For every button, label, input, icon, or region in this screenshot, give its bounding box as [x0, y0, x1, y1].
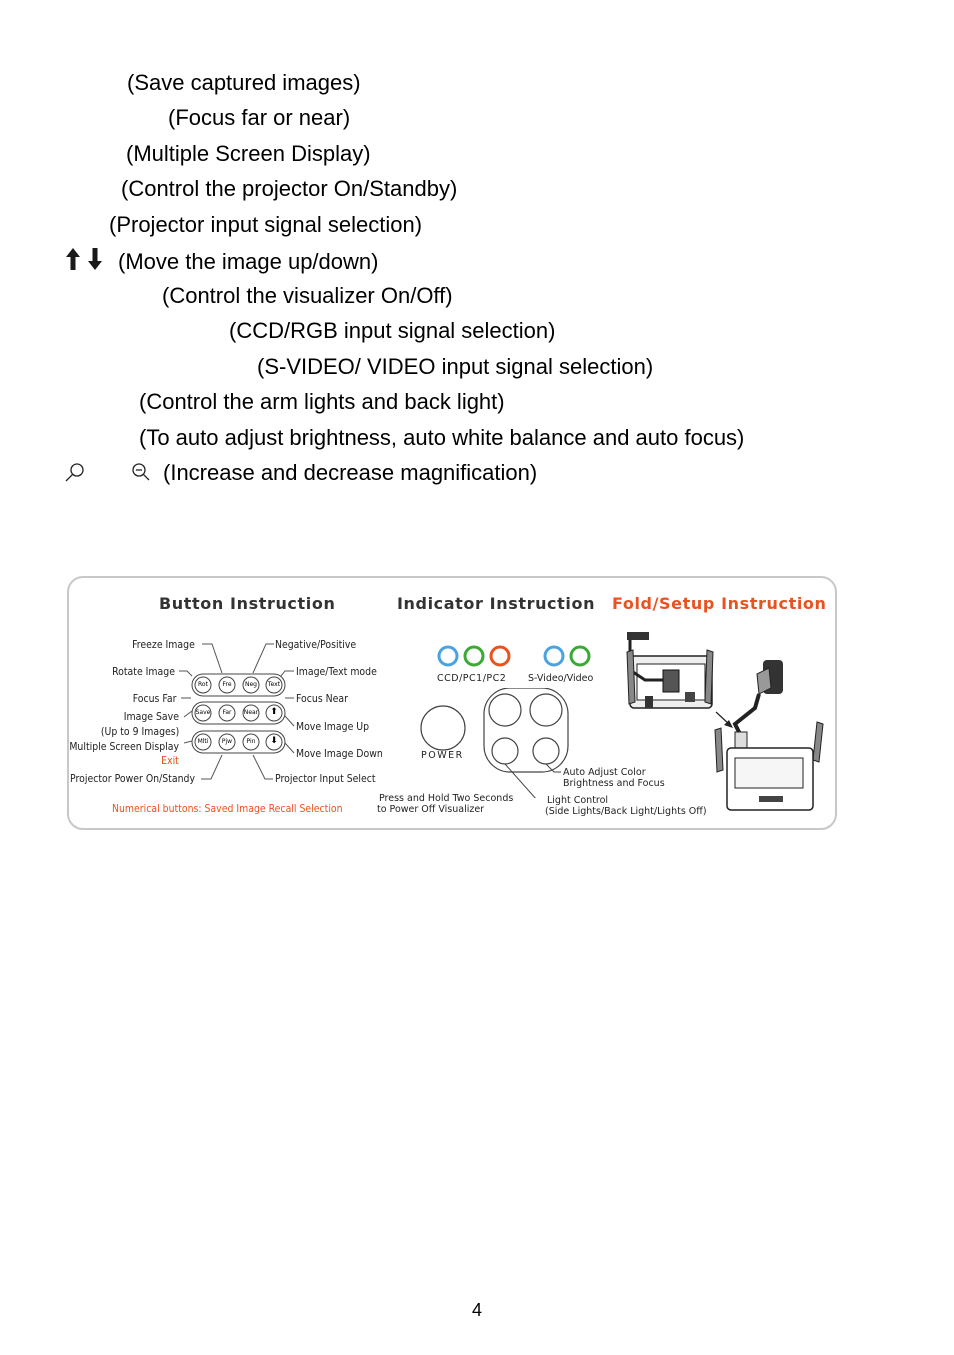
auto-adjust-line1: Auto Adjust Color	[563, 767, 646, 778]
label-image-text: Image/Text mode	[296, 665, 377, 678]
numerical-buttons-note: Numerical buttons: Saved Image Recall Selection	[112, 802, 343, 815]
label-negative-positive: Negative/Positive	[275, 638, 357, 651]
desc-projector-power: (Control the projector On/Standby)	[121, 176, 458, 201]
label-rotate-image: Rotate Image	[112, 665, 175, 678]
page-number: 4	[471, 1300, 482, 1320]
arrow-down-icon	[88, 248, 102, 270]
label-up-to-9: (Up to 9 Images)	[100, 725, 179, 738]
desc-save: (Save captured images)	[127, 70, 361, 95]
zoom-out-icon	[131, 462, 151, 482]
desc-visualizer-power: (Control the visualizer On/Off)	[162, 283, 453, 308]
auto-adjust-line2: Brightness and Focus	[563, 778, 665, 789]
label-multiple-screen: Multiple Screen Display	[69, 740, 179, 753]
desc-focus: (Focus far or near)	[168, 105, 351, 130]
key-text[interactable]: Text	[267, 681, 281, 688]
ccd-pc-label: CCD/PC1/PC2	[437, 673, 507, 684]
key-near[interactable]: Near	[243, 709, 259, 716]
label-focus-far: Focus Far	[132, 692, 176, 705]
key-rot[interactable]: Rot	[198, 681, 208, 688]
light-control-line2: (Side Lights/Back Light/Lights Off)	[545, 806, 707, 817]
key-far[interactable]: Far	[222, 709, 232, 716]
key-fre[interactable]: Fre	[222, 681, 232, 688]
indicator-leds	[429, 642, 599, 670]
label-move-up: Move Image Up	[296, 720, 370, 733]
arrow-up-icon	[66, 248, 80, 270]
desc-projector-input: (Projector input signal selection)	[109, 212, 423, 237]
key-pjw[interactable]: Pjw	[221, 738, 233, 745]
key-save[interactable]: Save	[195, 709, 211, 716]
fold-setup-title: Fold/Setup Instruction	[612, 594, 827, 613]
desc-lights: (Control the arm lights and back light)	[139, 389, 505, 414]
desc-svideo: (S-VIDEO/ VIDEO input signal selection)	[257, 354, 654, 379]
label-freeze-image: Freeze Image	[132, 638, 195, 651]
desc-auto-adjust: (To auto adjust brightness, auto white balance and auto focus)	[139, 425, 745, 450]
label-projector-input: Projector Input Select	[275, 772, 376, 785]
press-hold-line2: to Power Off Visualizer	[377, 804, 485, 815]
power-label: POWER	[421, 750, 464, 761]
label-image-save: Image Save	[123, 710, 179, 723]
label-focus-near: Focus Near	[296, 692, 348, 705]
press-hold-line1: Press and Hold Two Seconds	[379, 793, 514, 804]
button-instruction-title: Button Instruction	[159, 594, 336, 613]
key-pin[interactable]: Pin	[246, 738, 256, 745]
light-control-line1: Light Control	[547, 795, 609, 806]
label-projector-power: Projector Power On/Standy	[70, 772, 195, 785]
label-exit: Exit	[161, 754, 179, 767]
label-move-down: Move Image Down	[296, 747, 383, 760]
zoom-in-icon	[64, 462, 86, 482]
desc-ccd-rgb: (CCD/RGB input signal selection)	[229, 318, 556, 343]
desc-multiple-screen: (Multiple Screen Display)	[126, 141, 371, 166]
desc-move-image: (Move the image up/down)	[118, 249, 379, 274]
setup-visualizer-illustration	[699, 658, 829, 816]
desc-zoom: (Increase and decrease magnification)	[163, 460, 538, 485]
svideo-label: S-Video/Video	[528, 673, 594, 684]
key-up[interactable]: ⬆	[270, 707, 278, 717]
key-down[interactable]: ⬇	[270, 736, 278, 746]
indicator-instruction-title: Indicator Instruction	[397, 594, 596, 613]
instruction-panel	[67, 576, 837, 830]
key-neg[interactable]: Neg	[245, 681, 257, 688]
key-multi[interactable]: Mlti	[197, 738, 209, 745]
